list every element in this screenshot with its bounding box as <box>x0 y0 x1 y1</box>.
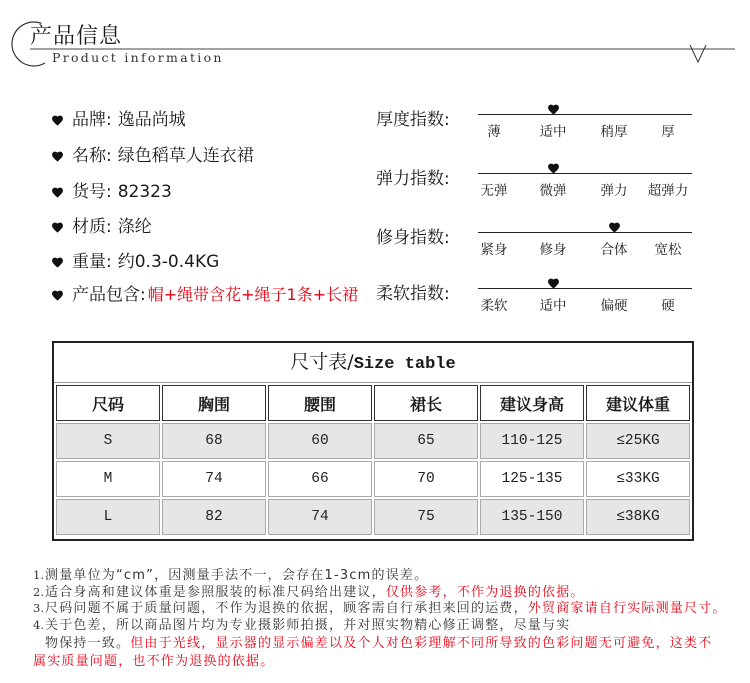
page-subtitle: Product information <box>52 50 224 65</box>
table-cell: ≤38KG <box>586 499 690 535</box>
info-row-name <box>51 144 254 168</box>
note-text: 关于色差，所以商品图片均为专业摄影师拍摄，并对照实物精心修正调整，尽量与实 <box>45 618 571 633</box>
column-header: 裙长 <box>374 385 478 421</box>
heart-icon <box>51 186 64 198</box>
index-option-label: 紧身 <box>480 242 508 258</box>
note-2 <box>33 584 585 601</box>
index-option <box>540 241 567 259</box>
table-cell: 75 <box>374 499 478 535</box>
index-option-label: 合体 <box>600 242 628 258</box>
heart-icon <box>51 256 64 268</box>
index-option <box>481 297 508 315</box>
index-option-label: 修身 <box>539 242 567 258</box>
table-cell: 135-150 <box>480 499 584 535</box>
note-text-emphasis: 仅供参考，不作为退换的依据。 <box>385 585 585 600</box>
page-title: 产品信息 <box>30 24 123 49</box>
index-label: 弹力指数: <box>376 169 450 189</box>
index-softness <box>376 268 696 318</box>
index-option-label: 厚 <box>661 124 675 140</box>
index-label: 厚度指数: <box>376 110 450 130</box>
size-table <box>52 341 694 541</box>
note-number: 1. <box>33 568 44 582</box>
index-option <box>661 123 675 141</box>
info-label: 材质: <box>72 217 112 237</box>
size-table-title-en: Size table <box>353 355 456 374</box>
index-option <box>601 241 628 259</box>
index-option <box>601 297 628 315</box>
column-header: 建议身高 <box>480 385 584 421</box>
note-text: 尺码问题不属于质量问题，不作为退换的依据，顾客需自行承担来回的运费， <box>45 601 528 616</box>
index-option-label: 微弹 <box>539 183 567 199</box>
index-option-label: 硬 <box>661 298 675 314</box>
size-table-title-cn: 尺寸表/ <box>290 351 354 373</box>
note-4-continuation <box>33 653 274 670</box>
index-scale-line <box>478 288 692 289</box>
table-cell: 74 <box>268 499 372 535</box>
column-header: 尺码 <box>56 385 160 421</box>
table-cell: M <box>56 461 160 497</box>
heart-marker-icon <box>608 221 621 233</box>
info-label: 名称: <box>72 146 112 166</box>
table-cell: 125-135 <box>480 461 584 497</box>
note-1 <box>33 567 428 584</box>
index-scale-line <box>478 232 692 233</box>
index-thickness <box>376 94 696 144</box>
index-option-label: 薄 <box>487 124 501 140</box>
info-value: 逸品尚城 <box>117 110 186 130</box>
table-cell: 74 <box>162 461 266 497</box>
index-label: 柔软指数: <box>376 284 450 304</box>
note-text-emphasis: 属实质量问题，也不作为退换的依据。 <box>33 654 275 669</box>
index-option-label: 宽松 <box>654 242 682 258</box>
info-row-brand <box>51 108 186 132</box>
index-option <box>487 123 501 141</box>
note-4-continuation <box>45 635 712 652</box>
heart-icon <box>51 221 64 233</box>
info-row-material <box>51 215 152 239</box>
heart-marker-icon <box>547 162 560 174</box>
info-value: 涤纶 <box>117 217 152 237</box>
table-row <box>56 461 690 497</box>
note-text-emphasis: 但由于光线，显示器的显示偏差以及个人对色彩理解不同所导致的色彩问题无可避免，这类不 <box>130 636 713 651</box>
index-scale-line <box>478 173 692 174</box>
note-text: 适合身高和建议体重是参照服装的标准尺码给出建议， <box>45 585 386 600</box>
table-cell: 68 <box>162 423 266 459</box>
table-cell: 82 <box>162 499 266 535</box>
info-label: 品牌: <box>72 110 112 130</box>
table-cell: ≤25KG <box>586 423 690 459</box>
index-option-label: 柔软 <box>480 298 508 314</box>
table-cell: 60 <box>268 423 372 459</box>
heart-marker-icon <box>547 103 560 115</box>
column-header: 腰围 <box>268 385 372 421</box>
info-row-weight <box>51 250 219 274</box>
index-option <box>648 182 689 200</box>
info-label: 重量: <box>72 252 112 272</box>
info-label: 产品包含: <box>72 285 146 305</box>
index-option-label: 稍厚 <box>600 124 628 140</box>
size-table-title <box>54 343 692 383</box>
heart-icon <box>51 289 64 301</box>
heart-marker-icon <box>547 277 560 289</box>
note-3 <box>33 600 727 617</box>
index-option-label: 弹力 <box>600 183 628 199</box>
index-option <box>540 297 567 315</box>
column-header: 建议体重 <box>586 385 690 421</box>
index-option-label: 偏硬 <box>600 298 628 314</box>
note-text: 测量单位为“cm”，因测量手法不一，会存在1-3cm的误差。 <box>45 568 429 583</box>
table-row <box>56 423 690 459</box>
table-cell: 70 <box>374 461 478 497</box>
table-row <box>56 499 690 535</box>
index-option-label: 超弹力 <box>647 183 689 199</box>
info-value: 约0.3-0.4KG <box>117 252 220 272</box>
table-cell: 66 <box>268 461 372 497</box>
table-cell: 65 <box>374 423 478 459</box>
column-header: 胸围 <box>162 385 266 421</box>
heart-icon <box>51 114 64 126</box>
index-option <box>481 182 508 200</box>
note-number: 2. <box>33 585 44 599</box>
index-option <box>661 297 675 315</box>
index-scale-line <box>478 114 692 115</box>
note-text: 物保持一致。 <box>45 636 131 651</box>
index-option <box>540 123 567 141</box>
note-4 <box>33 617 570 634</box>
info-row-item-number <box>51 180 172 204</box>
info-value: 帽+绳带含花+绳子1条+长裙 <box>147 285 359 304</box>
info-label: 货号: <box>72 182 112 202</box>
index-elasticity <box>376 153 696 203</box>
info-value: 绿色稻草人连衣裙 <box>117 146 254 166</box>
index-option <box>601 123 628 141</box>
index-option <box>540 182 567 200</box>
index-label: 修身指数: <box>376 228 450 248</box>
heart-icon <box>51 150 64 162</box>
note-number: 3. <box>33 601 44 615</box>
table-cell: ≤33KG <box>586 461 690 497</box>
note-number: 4. <box>33 618 44 632</box>
index-option-label: 适中 <box>539 124 567 140</box>
index-fit <box>376 212 696 262</box>
size-table-grid <box>54 383 692 537</box>
info-value: 82323 <box>117 182 172 202</box>
table-cell: S <box>56 423 160 459</box>
index-option-label: 适中 <box>539 298 567 314</box>
index-option-label: 无弹 <box>480 183 508 199</box>
index-option <box>655 241 682 259</box>
table-cell: L <box>56 499 160 535</box>
info-row-package-contents <box>51 283 358 307</box>
index-option <box>481 241 508 259</box>
table-header-row <box>56 385 690 421</box>
note-text-emphasis: 外贸商家请自行实际测量尺寸。 <box>527 601 727 616</box>
table-cell: 110-125 <box>480 423 584 459</box>
index-option <box>601 182 628 200</box>
